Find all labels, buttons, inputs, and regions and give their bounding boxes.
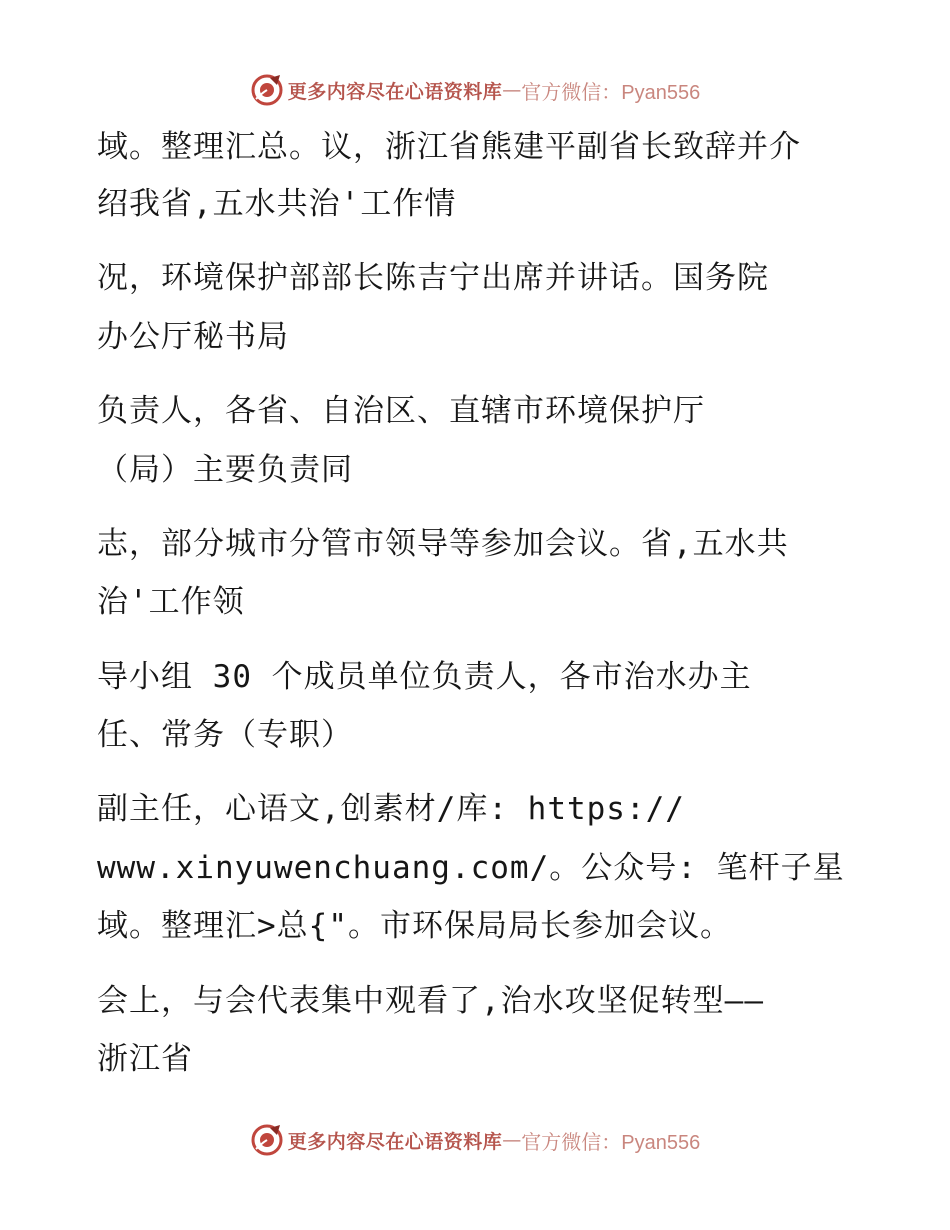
text-line: 治'工作领 — [97, 584, 245, 620]
text-line: 域。整理汇>总{"。市环保局局长参加会议。 — [97, 908, 732, 944]
footer-watermark-banner — [0, 1120, 950, 1160]
banner-separator: — — [502, 1129, 522, 1151]
text-line: 会上，与会代表集中观看了,治水攻坚促转型—— — [97, 983, 764, 1019]
text-line: 况，环境保护部部长陈吉宁出席并讲话。国务院 — [97, 260, 769, 296]
text-line: 绍我省,五水共治'工作情 — [97, 186, 457, 222]
brand-logo-icon — [250, 73, 284, 107]
text-line: 导小组 30 个成员单位负责人，各市治水办主 — [97, 659, 752, 695]
banner-slogan: 更多内容尽在心语资料库 — [287, 80, 503, 103]
text-line: （局）主要负责同 — [97, 452, 353, 488]
brand-logo-icon — [250, 1123, 284, 1157]
header-watermark-banner — [0, 70, 950, 110]
banner-wechat-id: 官方微信：Pyan556 — [521, 81, 701, 104]
text-line: www.xinyuwenchuang.com/。公众号: 笔杆子星 — [97, 850, 845, 886]
text-line: 浙江省 — [97, 1041, 193, 1077]
banner-separator: — — [502, 79, 522, 101]
text-line: 任、常务（专职） — [97, 717, 353, 753]
banner-wechat-id: 官方微信：Pyan556 — [521, 1131, 701, 1154]
text-line: 志，部分城市分管市领导等参加会议。省,五水共 — [97, 526, 789, 562]
text-line: 办公厅秘书局 — [97, 319, 289, 355]
text-line: 域。整理汇总。议，浙江省熊建平副省长致辞并介 — [97, 129, 801, 165]
text-line: 副主任，心语文,创素材/库: https:// — [97, 791, 685, 827]
text-line: 负责人，各省、自治区、直辖市环境保护厅 — [97, 393, 705, 429]
banner-slogan: 更多内容尽在心语资料库 — [287, 1130, 503, 1153]
